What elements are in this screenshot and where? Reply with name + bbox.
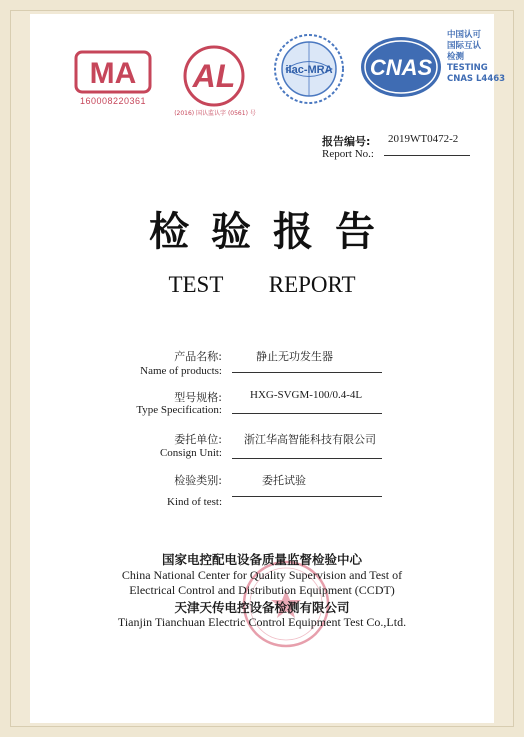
report-no-label-en: Report No.: <box>322 148 374 160</box>
cnas-line: 中国认可 <box>447 30 482 40</box>
product-name-value: 静止无功发生器 <box>256 350 333 363</box>
ma-number: 160008220361 <box>79 96 147 106</box>
consign-unit-label-en: Consign Unit: <box>159 447 222 459</box>
type-spec-value: HXG-SVGM-100/0.4-4L <box>250 389 363 401</box>
ilac-logo-mark: ilac-MRA <box>285 64 333 76</box>
ilac-mra-logo <box>272 32 346 106</box>
issuer-name-en-1: China National Center for Quality Supervision and Test of <box>121 568 403 582</box>
issuer-name-cn-2: 天津天传电控设备检测有限公司 <box>174 600 350 615</box>
consign-unit-value: 浙江华高智能科技有限公司 <box>244 433 376 446</box>
cal-logo-mark: AL <box>192 58 236 94</box>
cal-logo <box>178 44 250 108</box>
product-name-label-cn: 产品名称: <box>174 350 222 363</box>
issuer-name-cn-1: 国家电控配电设备质量监督检验中心 <box>161 552 362 567</box>
cnas-accreditation-text <box>447 30 517 85</box>
report-no-value: 2019WT0472-2 <box>388 133 459 145</box>
cnas-line: CNAS L4463 <box>447 74 506 84</box>
cal-number: (2016) 国认监认字 (0561) 号 <box>174 110 256 117</box>
type-spec-label-cn: 型号规格: <box>174 391 222 404</box>
cnas-line: TESTING <box>447 63 488 73</box>
issuer-name-en-2: Electrical Control and Distribution Equipment (CCDT) <box>129 583 395 597</box>
kind-of-test-underline <box>232 496 382 497</box>
report-no-underline <box>384 155 470 156</box>
issuer-name-en-3: Tianjin Tianchuan Electric Control Equipment Test Co.,Ltd. <box>117 615 407 629</box>
kind-of-test-value: 委托试验 <box>262 474 306 487</box>
product-name-label-en: Name of products: <box>140 365 222 377</box>
report-no-label-cn: 报告编号: <box>322 135 371 148</box>
report-title-cn: 检验报告 <box>149 209 397 255</box>
type-spec-underline <box>232 413 382 414</box>
consign-unit-underline <box>232 458 382 459</box>
cnas-logo-mark: CNAS <box>369 55 433 80</box>
ma-logo <box>74 50 152 94</box>
kind-of-test-label-en: Kind of test: <box>167 496 222 508</box>
cnas-line: 国际互认 <box>447 41 482 51</box>
cnas-logo <box>358 34 444 100</box>
product-name-underline <box>232 372 382 373</box>
ma-logo-mark: MA <box>89 57 137 90</box>
type-spec-label-en: Type Specification: <box>136 404 222 416</box>
report-title-en: TEST REPORT <box>168 272 356 297</box>
cnas-line: 检测 <box>447 52 465 62</box>
consign-unit-label-cn: 委托单位: <box>174 433 222 446</box>
kind-of-test-label-cn: 检验类别: <box>174 474 222 487</box>
